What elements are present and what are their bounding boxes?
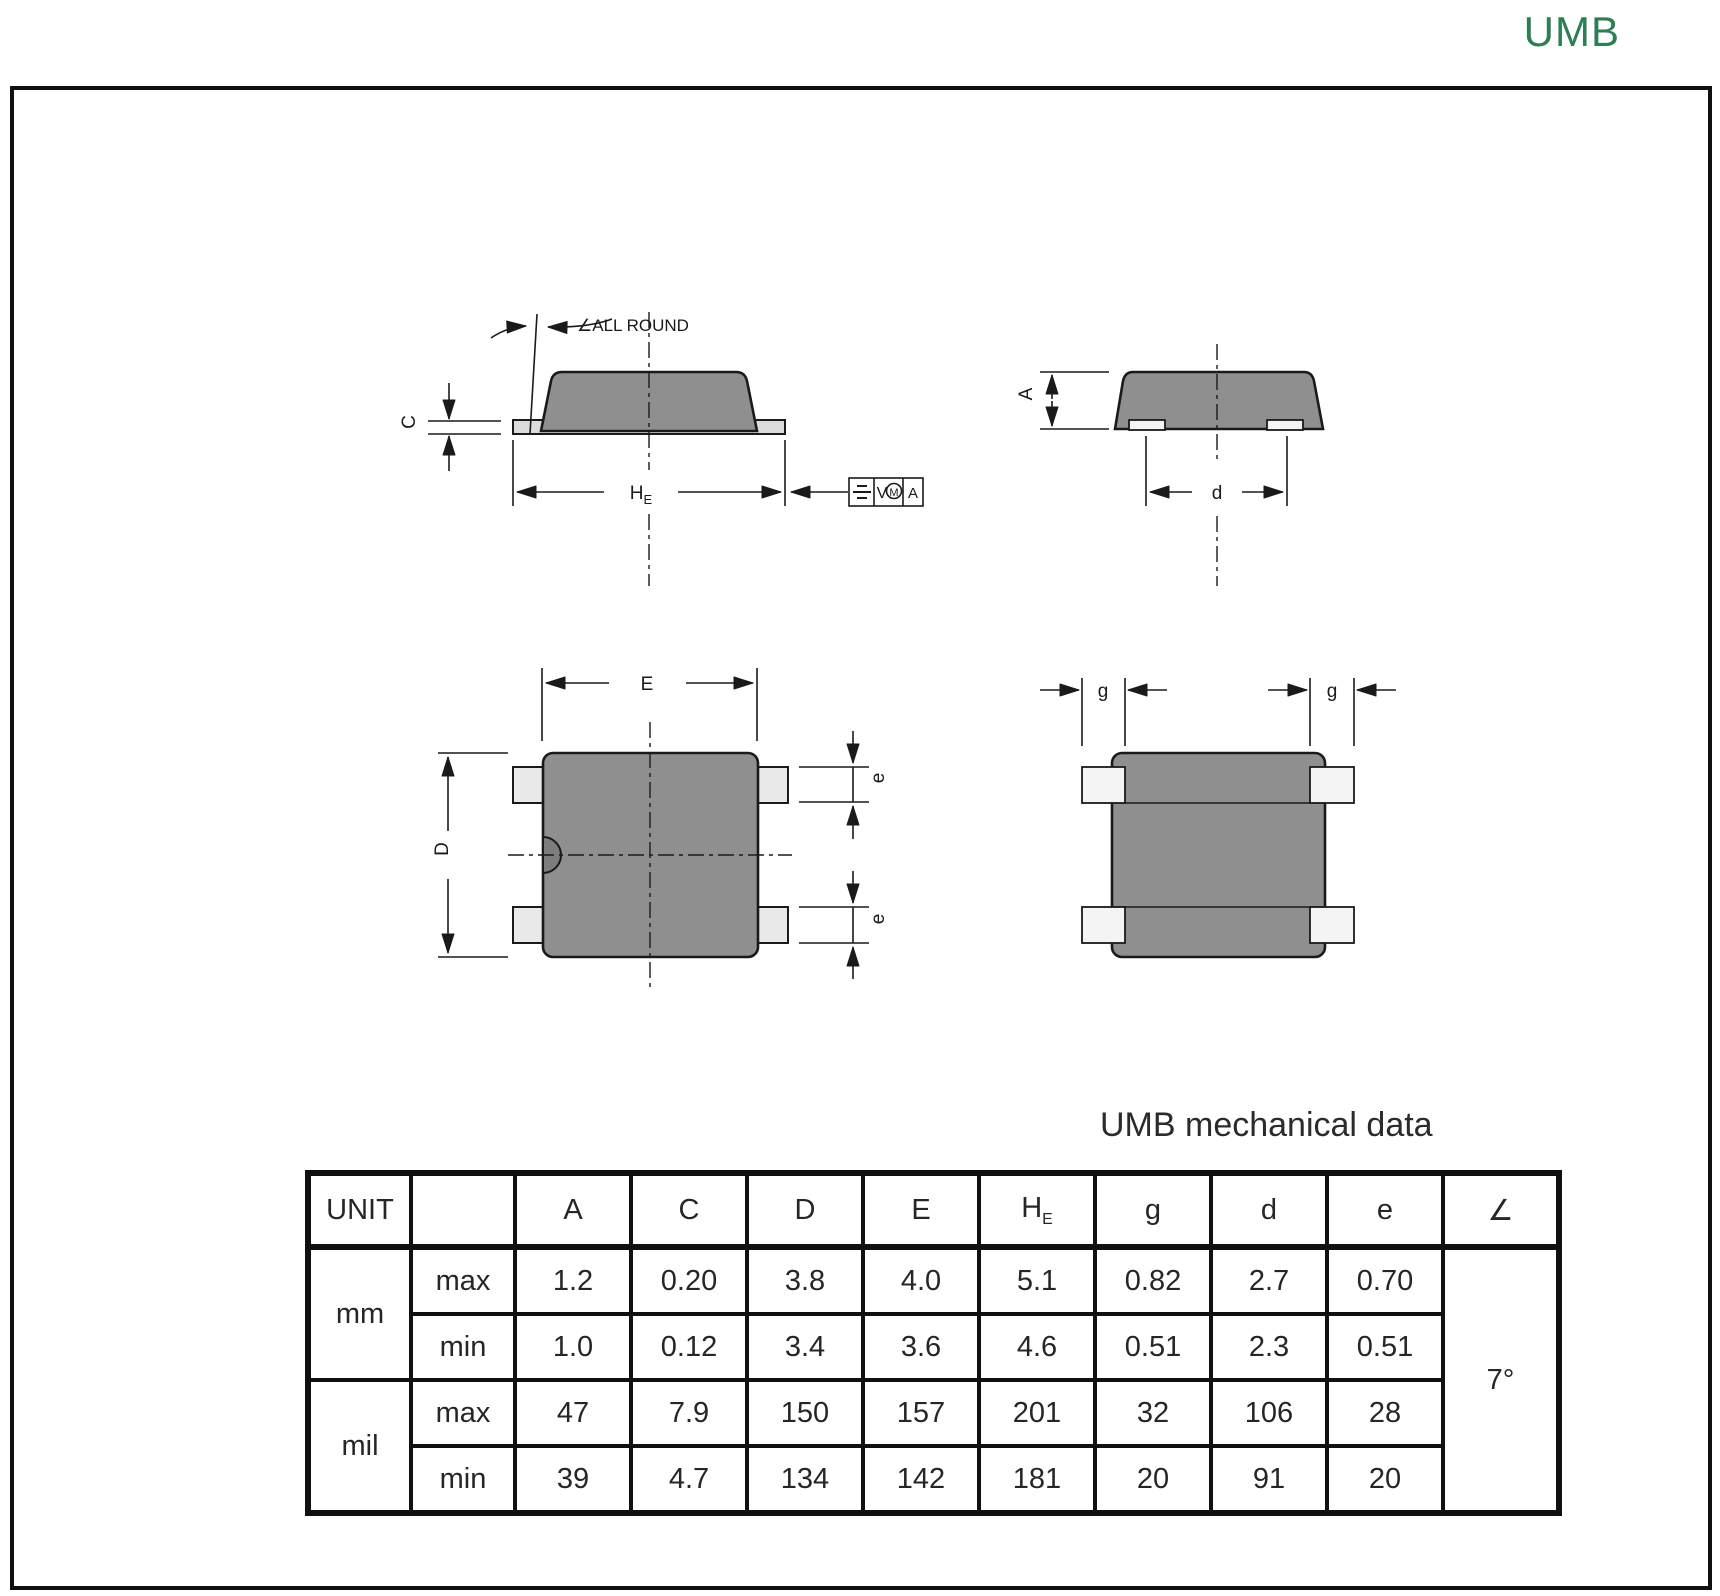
col-header-c: C bbox=[631, 1173, 747, 1247]
value-cell: 4.0 bbox=[863, 1247, 979, 1314]
value-cell: 181 bbox=[979, 1446, 1095, 1513]
tolerance-v-label: V bbox=[876, 485, 888, 502]
tolerance-frame bbox=[849, 478, 923, 506]
value-cell: 0.12 bbox=[631, 1314, 747, 1380]
lead bbox=[1310, 767, 1354, 803]
bottom-view bbox=[1040, 678, 1396, 957]
dim-label-e1: e bbox=[868, 772, 889, 784]
package-body-bottom bbox=[1112, 753, 1325, 957]
col-header-g: g bbox=[1095, 1173, 1211, 1247]
value-cell: 1.2 bbox=[515, 1247, 631, 1314]
tolerance-datum-label: A bbox=[907, 485, 919, 502]
row-label-max: max bbox=[411, 1247, 515, 1314]
col-header-he: $H_E$ bbox=[979, 1173, 1095, 1247]
row-label-max: max bbox=[411, 1380, 515, 1446]
all-round-label: ∠ALL ROUND bbox=[577, 316, 689, 335]
value-cell: 142 bbox=[863, 1446, 979, 1513]
value-cell: 1.0 bbox=[515, 1314, 631, 1380]
table-row-mil-max bbox=[308, 1380, 1559, 1446]
table-row-mil-min bbox=[308, 1446, 1559, 1513]
angle-arrow-left bbox=[491, 326, 526, 338]
col-header-unit: UNIT bbox=[308, 1173, 411, 1247]
value-cell: 7.9 bbox=[631, 1380, 747, 1446]
value-cell: 157 bbox=[863, 1380, 979, 1446]
value-cell: 2.7 bbox=[1211, 1247, 1327, 1314]
col-header-angle: ∠ bbox=[1443, 1173, 1559, 1247]
value-cell: 0.51 bbox=[1095, 1314, 1211, 1380]
col-header-e2: e bbox=[1327, 1173, 1443, 1247]
dim-label-d-left: D bbox=[432, 842, 453, 856]
dim-label-c: C bbox=[399, 415, 420, 429]
row-label-min: min bbox=[411, 1314, 515, 1380]
value-cell: 0.70 bbox=[1327, 1247, 1443, 1314]
col-header-e: E bbox=[863, 1173, 979, 1247]
dim-label-g2: g bbox=[1326, 681, 1338, 702]
value-cell: 134 bbox=[747, 1446, 863, 1513]
value-cell: 20 bbox=[1327, 1446, 1443, 1513]
terminal-pad bbox=[1129, 420, 1165, 430]
value-cell: 3.4 bbox=[747, 1314, 863, 1380]
lead bbox=[757, 767, 788, 803]
value-cell: 150 bbox=[747, 1380, 863, 1446]
col-header-d2: d bbox=[1211, 1173, 1327, 1247]
top-view bbox=[432, 668, 889, 988]
table-row-mm-min bbox=[308, 1314, 1559, 1380]
value-cell: 20 bbox=[1095, 1446, 1211, 1513]
value-cell: 2.3 bbox=[1211, 1314, 1327, 1380]
tolerance-m-label: M bbox=[889, 487, 899, 499]
dim-label-g1: g bbox=[1097, 681, 1109, 702]
angle-value-cell: 7° bbox=[1443, 1247, 1559, 1513]
lead bbox=[757, 907, 788, 943]
dim-label-he: $H_E$ bbox=[629, 483, 653, 507]
side-view bbox=[399, 312, 923, 586]
value-cell: 0.51 bbox=[1327, 1314, 1443, 1380]
package-outline-drawing bbox=[0, 90, 1720, 1100]
value-cell: 201 bbox=[979, 1380, 1095, 1446]
col-header-d: D bbox=[747, 1173, 863, 1247]
front-view bbox=[1016, 344, 1323, 586]
lead bbox=[1082, 767, 1125, 803]
value-cell: 3.8 bbox=[747, 1247, 863, 1314]
value-cell: 3.6 bbox=[863, 1314, 979, 1380]
value-cell: 47 bbox=[515, 1380, 631, 1446]
mechanical-data-table bbox=[305, 1170, 1562, 1516]
col-header-a: A bbox=[515, 1173, 631, 1247]
symmetry-icon bbox=[853, 486, 871, 498]
value-cell: 4.6 bbox=[979, 1314, 1095, 1380]
lead bbox=[1082, 907, 1125, 943]
dim-label-e-top: E bbox=[640, 674, 654, 695]
dim-label-d: d bbox=[1211, 483, 1223, 504]
table-title: UMB mechanical data bbox=[1100, 1106, 1433, 1144]
table-row-mm-max bbox=[308, 1247, 1559, 1314]
value-cell: 106 bbox=[1211, 1380, 1327, 1446]
value-cell: 4.7 bbox=[631, 1446, 747, 1513]
value-cell: 28 bbox=[1327, 1380, 1443, 1446]
angle-reference-line bbox=[530, 314, 537, 434]
table-header-row bbox=[308, 1173, 1559, 1247]
terminal-pad bbox=[1267, 420, 1303, 430]
lead bbox=[513, 907, 544, 943]
unit-cell-mil: mil bbox=[308, 1380, 411, 1513]
dim-label-e2: e bbox=[868, 913, 889, 925]
col-header-blank bbox=[411, 1173, 515, 1247]
lead bbox=[1310, 907, 1354, 943]
value-cell: 32 bbox=[1095, 1380, 1211, 1446]
lead bbox=[513, 767, 544, 803]
value-cell: 5.1 bbox=[979, 1247, 1095, 1314]
value-cell: 91 bbox=[1211, 1446, 1327, 1513]
dim-label-a: A bbox=[1016, 387, 1037, 401]
product-code-title: UMB bbox=[1523, 8, 1620, 55]
value-cell: 0.82 bbox=[1095, 1247, 1211, 1314]
value-cell: 39 bbox=[515, 1446, 631, 1513]
unit-cell-mm: mm bbox=[308, 1247, 411, 1380]
row-label-min: min bbox=[411, 1446, 515, 1513]
value-cell: 0.20 bbox=[631, 1247, 747, 1314]
